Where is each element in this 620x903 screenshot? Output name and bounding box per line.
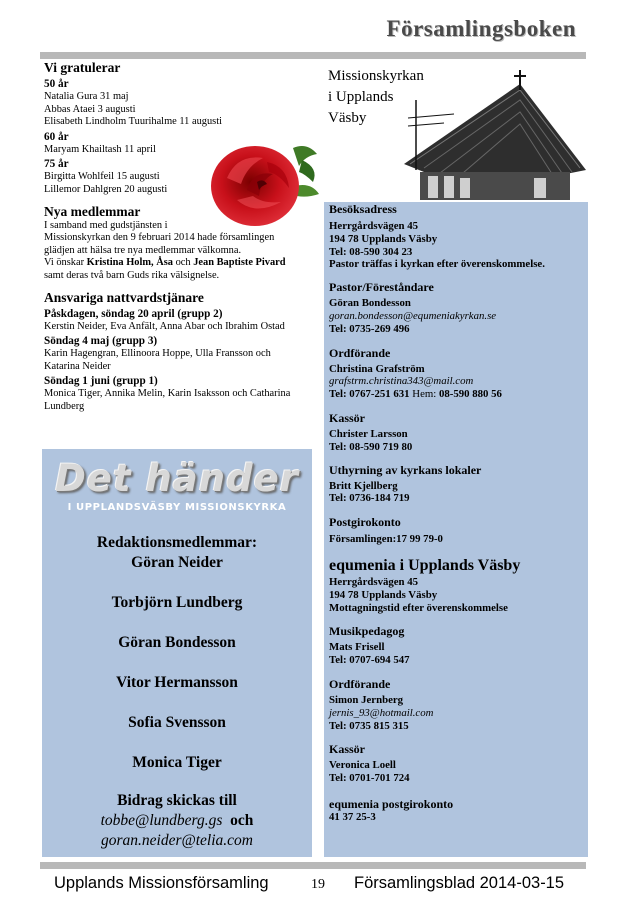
footer-left: Upplands Missionsförsamling (54, 874, 269, 892)
postgiro-value: Församlingen:17 99 79-0 (329, 533, 443, 546)
music-tel: Tel: 0707-694 547 (329, 654, 410, 667)
editor-name: Göran Neider (131, 554, 223, 571)
new-members-text: glädjen att hälsa tre nya medlemmar välkomna. (44, 244, 242, 256)
det-hander-box (42, 449, 312, 857)
communion-servers: Monica Tiger, Annika Melin, Karin Isaksson och Catharina (44, 388, 291, 400)
congrats-person: Natalia Gura 31 maj (44, 91, 129, 102)
eq-postgiro-value: 41 37 25-3 (329, 810, 376, 823)
pastor-email[interactable]: goran.bondesson@equmeniakyrkan.se (329, 309, 497, 322)
top-divider (40, 52, 586, 59)
music-name: Mats Frisell (329, 641, 385, 654)
eq-chair-heading: Ordförande (329, 676, 391, 691)
eq-chair-email[interactable]: jernis_93@hotmail.com (329, 706, 434, 719)
editor-name: Sofia Svensson (128, 714, 226, 731)
det-hander-subtitle: I UPPLANDSVÄSBY MISSIONSKYRKA (67, 502, 287, 513)
church-name-line2: i Upplands (328, 89, 394, 105)
chair-tel: Tel: 0767-251 631 Hem: 08-590 880 56 (329, 388, 502, 401)
communion-servers: Kerstin Neider, Eva Anfält, Anna Abar och Ibrahim Ostad (44, 320, 285, 332)
new-members-text: Vi önskar Kristina Holm, Åsa och Jean Baptiste Pivard (44, 257, 286, 269)
editor-name: Göran Bondesson (118, 634, 236, 651)
rental-name: Britt Kjellberg (329, 479, 398, 492)
communion-servers: Karin Hagengran, Ellinoora Hoppe, Ulla Fransson och (44, 348, 271, 360)
pastor-heading: Pastor/Föreståndare (329, 280, 434, 295)
congrats-person: Lillemor Dahlgren 20 augusti (44, 183, 168, 195)
rental-tel: Tel: 0736-184 719 (329, 492, 410, 505)
visit-city: 194 78 Upplands Väsby (329, 232, 438, 245)
equmenia-note: Mottagningstid efter överenskommelse (329, 601, 508, 614)
contrib-heading: Bidrag skickas till (117, 792, 237, 809)
pastor-name: Göran Bondesson (329, 297, 411, 310)
editor-name: Vitor Hermansson (116, 674, 238, 691)
new-members-text: samt deras två barn Guds rika välsignelse. (44, 269, 220, 281)
new-members-heading: Nya medlemmar (44, 203, 141, 219)
age-heading-75: 75 år (44, 158, 69, 171)
chair-name: Christina Grafström (329, 362, 425, 375)
editor-name: Torbjörn Lundberg (111, 594, 243, 611)
postgiro-heading: Postgirokonto (329, 515, 401, 530)
page-header-title: Församlingsboken (386, 16, 576, 41)
eq-treasurer-heading: Kassör (329, 742, 365, 757)
eq-treasurer-tel: Tel: 0701-701 724 (329, 772, 410, 785)
communion-servers: Lundberg (44, 400, 85, 412)
eq-chair-tel: Tel: 0735 815 315 (329, 719, 409, 732)
equmenia-street: Herrgårdsvägen 45 (329, 575, 419, 588)
det-hander-logo: Det händer (55, 457, 299, 500)
chair-email[interactable]: grafstrm.christina343@mail.com (329, 375, 474, 388)
contrib-email-1[interactable]: tobbe@lundberg.gs (100, 812, 223, 829)
congrats-person: Abbas Ataei 3 augusti (44, 103, 136, 115)
communion-date: Söndag 4 maj (grupp 3) (44, 335, 158, 348)
communion-servers: Katarina Neider (44, 360, 111, 372)
treasurer-tel: Tel: 08-590 719 80 (329, 440, 413, 453)
church-name-line1: Missionskyrkan (328, 68, 424, 84)
eq-chair-name: Simon Jernberg (329, 693, 404, 706)
age-heading-60: 60 år (44, 130, 69, 143)
visit-street: Herrgårdsvägen 45 (329, 220, 419, 232)
congrats-heading: Vi gratulerar (44, 60, 121, 75)
equmenia-city: 194 78 Upplands Väsby (329, 588, 438, 601)
communion-heading: Ansvariga nattvardstjänare (44, 289, 204, 305)
church-illustration (324, 60, 588, 202)
editor-name: Monica Tiger (132, 754, 222, 771)
new-members-text: I samband med gudstjänsten i (44, 219, 168, 231)
page-number: 19 (311, 877, 325, 892)
congrats-person: Birgitta Wohlfeil 15 augusti (44, 171, 160, 183)
treasurer-name: Christer Larsson (329, 427, 408, 440)
visit-heading: Besöksadress (329, 202, 397, 216)
new-member-names: Jean Baptiste Pivard (193, 257, 286, 269)
treasurer-heading: Kassör (329, 410, 365, 425)
communion-date: Söndag 1 juni (grupp 1) (44, 375, 158, 388)
communion-date: Påskdagen, söndag 20 april (grupp 2) (44, 307, 223, 320)
bottom-divider (40, 862, 586, 869)
contributions: Bidrag skickas till tobbe@lundberg.gs och goran.neider@telia.com (42, 791, 312, 851)
music-heading: Musikpedagog (329, 624, 405, 639)
editors-list (42, 533, 312, 773)
new-member-names: Kristina Holm, Åsa (86, 257, 173, 269)
age-heading-50: 50 år (44, 78, 69, 90)
editors-heading: Redaktionsmedlemmar: (96, 534, 258, 551)
chair-heading: Ordförande (329, 345, 391, 360)
left-column (44, 60, 314, 414)
church-name-line3: Väsby (328, 110, 367, 126)
contrib-email-2[interactable]: goran.neider@telia.com (100, 832, 253, 849)
footer-right: Församlingsblad 2014-03-15 (354, 874, 565, 892)
congrats-person: Elisabeth Lindholm Tuurihalme 11 augusti (44, 116, 222, 128)
visit-note: Pastor träffas i kyrkan efter överenskommelse. (329, 258, 545, 271)
pastor-tel: Tel: 0735-269 496 (329, 322, 410, 335)
congrats-person: Maryam Khailtash 11 april (44, 143, 156, 155)
eq-treasurer-name: Veronica Loell (329, 759, 396, 772)
eq-postgiro-heading: equmenia postgirokonto (329, 796, 454, 811)
visit-tel: Tel: 08-590 304 23 (329, 245, 413, 258)
rose-image (207, 138, 321, 228)
equmenia-heading: equmenia i Upplands Väsby (329, 556, 521, 574)
rental-heading: Uthyrning av kyrkans lokaler (329, 462, 482, 477)
new-members-text: Missionskyrkan den 9 februari 2014 hade församlingen (44, 232, 275, 244)
contacts-column (329, 202, 587, 824)
